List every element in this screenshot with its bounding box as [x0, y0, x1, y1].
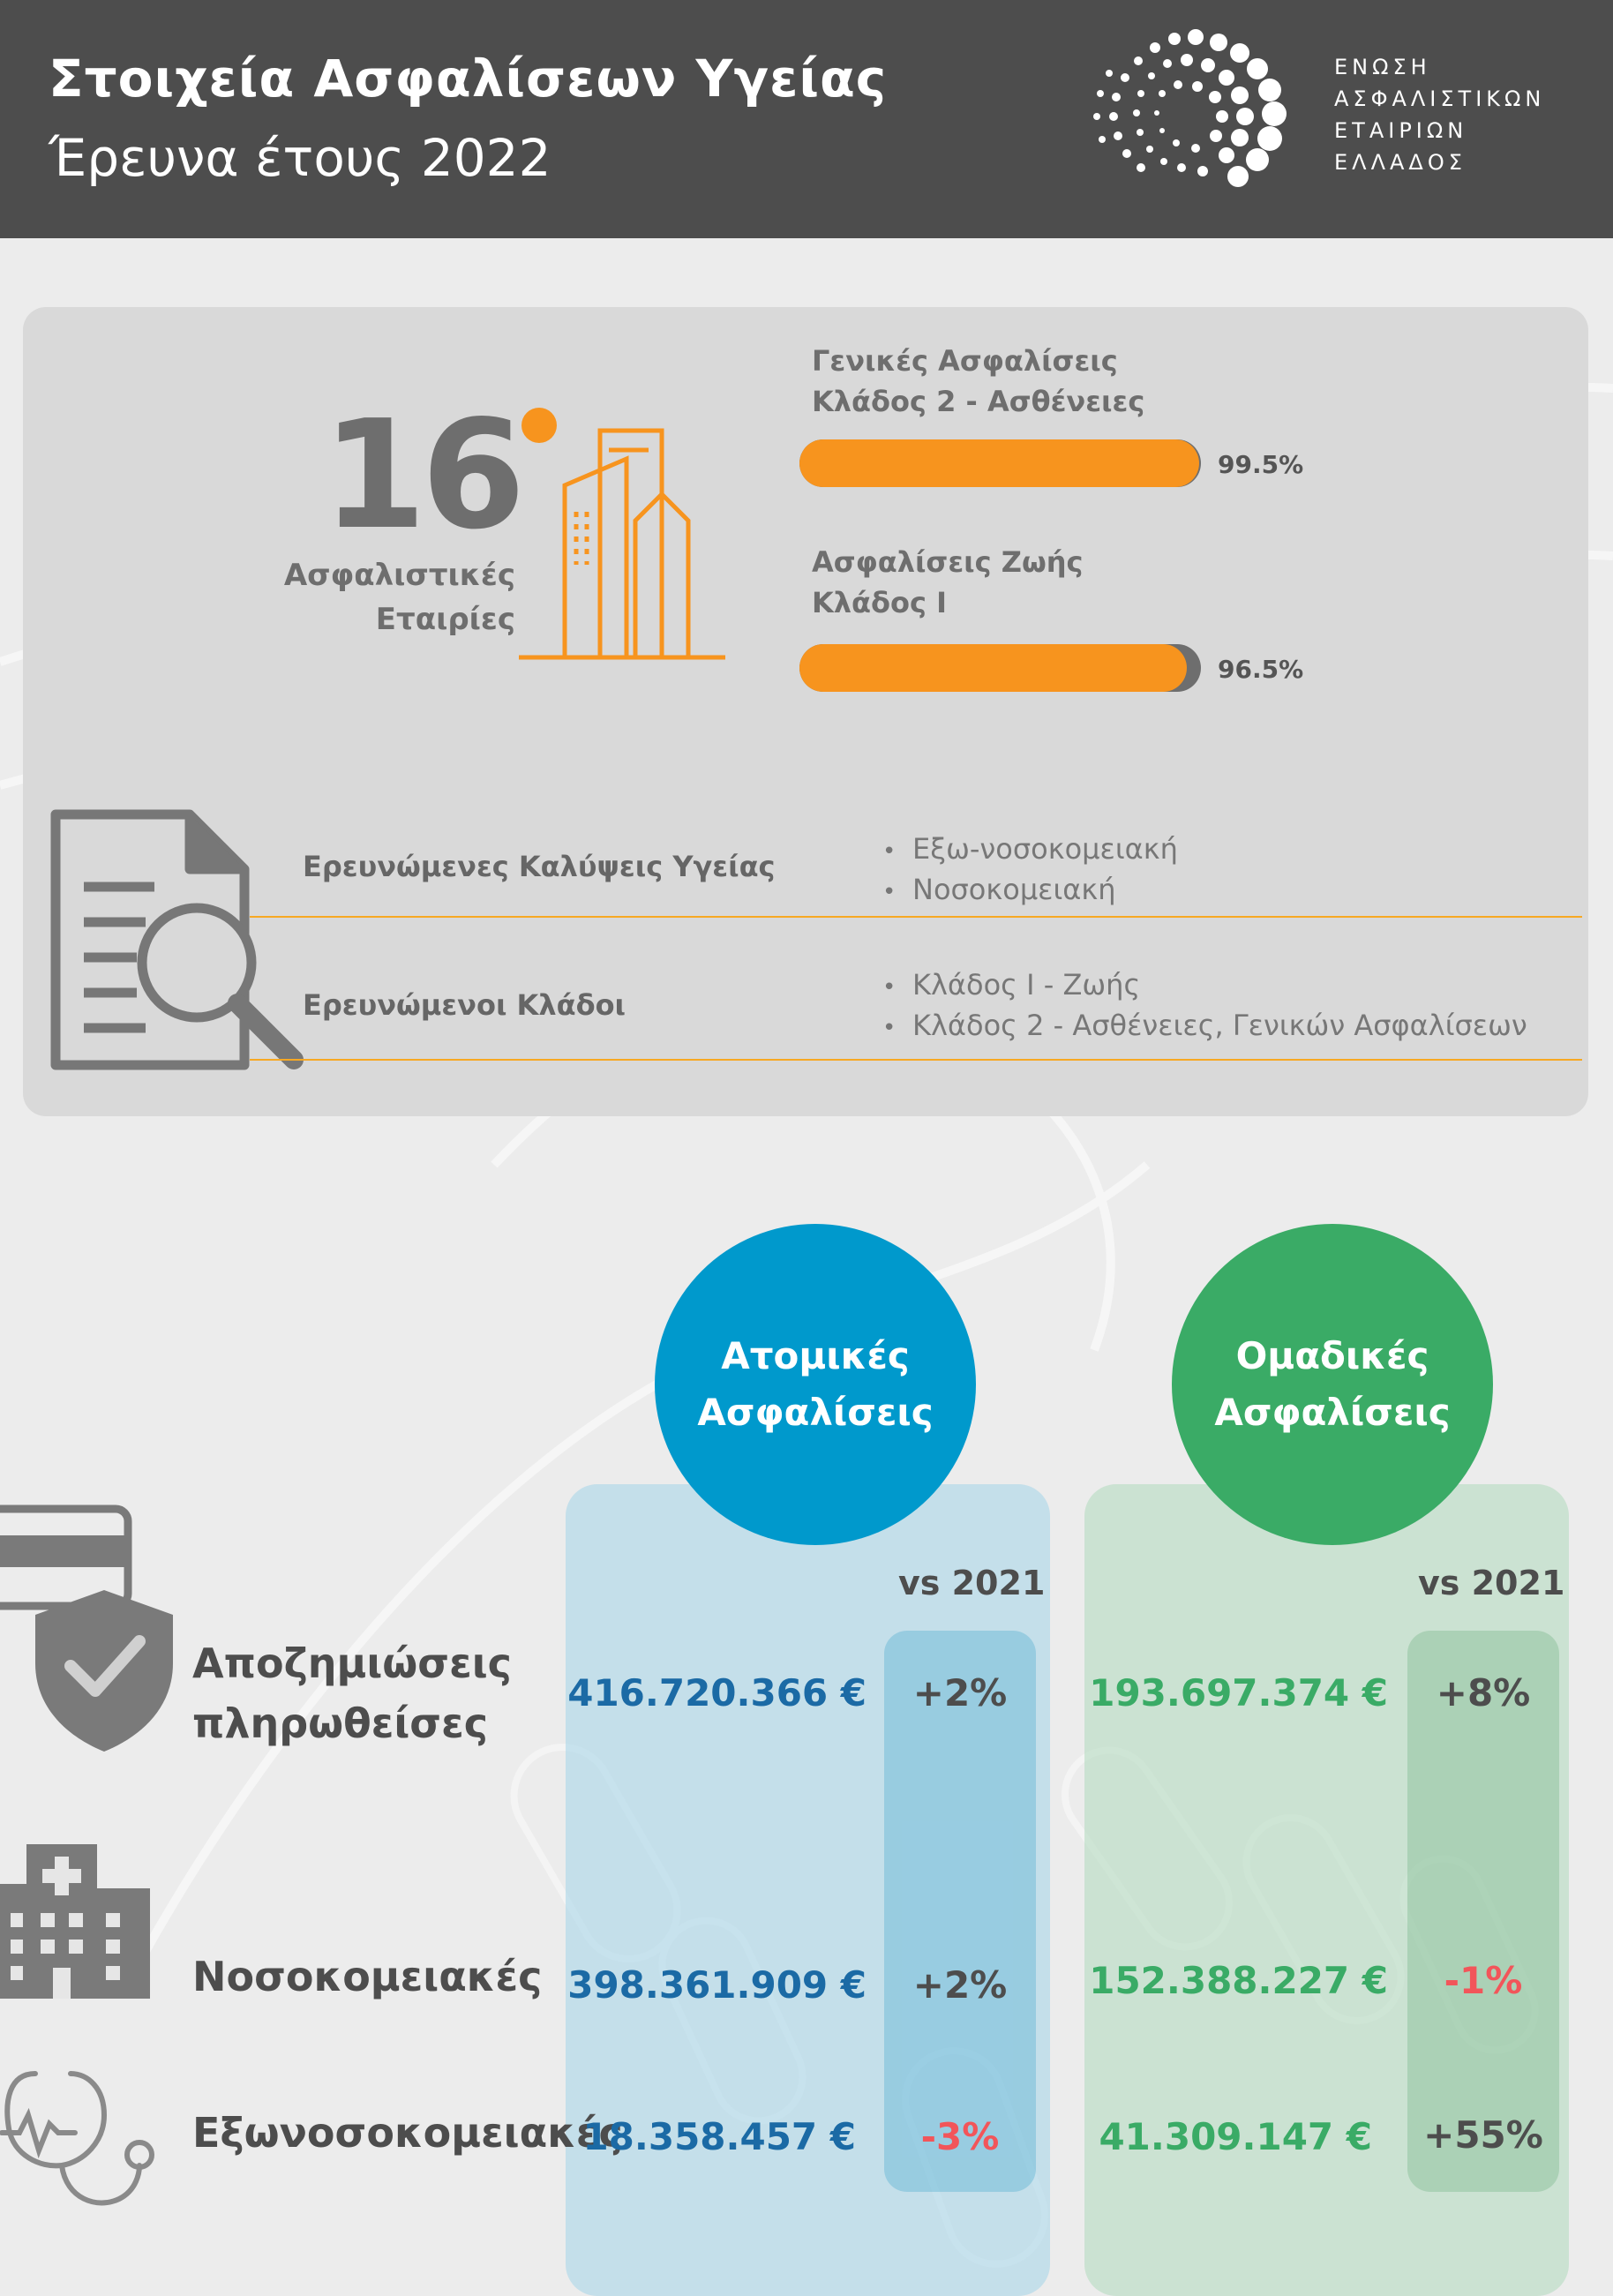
- individual-value-outpatient: 18.358.457 €: [582, 2115, 856, 2158]
- stethoscope-icon: [0, 2067, 163, 2212]
- companies-label-line-1: Ασφαλιστικές: [283, 558, 515, 593]
- dots-logo-icon: [1090, 25, 1310, 201]
- individual-title-line-2: Ασφαλίσεις: [697, 1391, 934, 1434]
- bar-2-track: [799, 644, 1201, 692]
- survey-row-2-item-2: • Κλάδος 2 - Ασθένειες, Γενικών Ασφαλίσεων: [882, 1009, 1527, 1042]
- group-value-hospital: 152.388.227 €: [1089, 1959, 1388, 2002]
- group-title-line-1: Ομαδικές: [1235, 1334, 1429, 1377]
- individual-change-hospital: +2%: [912, 1963, 1008, 2007]
- group-change-hospital: -1%: [1444, 1959, 1523, 2002]
- bar-2-label-line-1: Ασφαλίσεις Ζωής: [812, 545, 1084, 579]
- card-shield-check-icon: [0, 1500, 176, 1756]
- individual-change-outpatient: -3%: [920, 2115, 1000, 2158]
- building-icon: [516, 424, 728, 662]
- survey-row-2-item-1: • Κλάδος Ι - Ζωής: [882, 968, 1140, 1002]
- bar-1-percent: 99.5%: [1218, 450, 1304, 479]
- group-change-claims: +8%: [1436, 1671, 1531, 1714]
- bar-1-fill: [799, 439, 1199, 487]
- individual-change-strip: [884, 1631, 1036, 2192]
- group-title-line-2: Ασφαλίσεις: [1214, 1391, 1451, 1434]
- survey-row-1-item-2: • Νοσοκομειακή: [882, 873, 1116, 906]
- group-change-strip: [1407, 1631, 1559, 2192]
- metric-3-label: Εξωνοσοκομειακές: [192, 2109, 623, 2157]
- bar-2-fill: [799, 644, 1187, 692]
- survey-divider-2: [250, 1059, 1582, 1061]
- metric-1-label-line-1: Αποζημιώσεις: [192, 1639, 512, 1687]
- org-name-line-3: ΕΤΑΙΡΙΩΝ: [1334, 118, 1468, 143]
- individual-value-hospital: 398.361.909 €: [567, 1963, 867, 2007]
- document-search-icon: [49, 807, 313, 1072]
- org-name-line-2: ΑΣΦΑΛΙΣΤΙΚΩΝ: [1334, 86, 1546, 111]
- bar-2-percent: 96.5%: [1218, 655, 1304, 684]
- companies-label-line-2: Εταιρίες: [375, 602, 515, 637]
- survey-row-1-label: Ερευνώμενες Καλύψεις Υγείας: [303, 850, 776, 883]
- hospital-icon: [0, 1844, 150, 1999]
- bar-2-label-line-2: Κλάδος Ι: [812, 586, 948, 619]
- individual-title-line-1: Ατομικές: [721, 1334, 910, 1377]
- individual-vs-label: vs 2021: [898, 1564, 1046, 1602]
- metric-2-label: Νοσοκομειακές: [192, 1953, 543, 2000]
- individual-value-claims: 416.720.366 €: [567, 1671, 867, 1714]
- page-title: Στοιχεία Ασφαλίσεων Υγείας: [49, 49, 888, 109]
- bar-1-track: [799, 439, 1201, 487]
- group-value-outpatient: 41.309.147 €: [1099, 2115, 1372, 2158]
- survey-divider-1: [250, 916, 1582, 918]
- metric-1-label-line-2: πληρωθείσες: [192, 1699, 488, 1747]
- group-change-outpatient: +55%: [1423, 2113, 1543, 2157]
- group-vs-label: vs 2021: [1418, 1564, 1565, 1602]
- bar-1-label-line-1: Γενικές Ασφαλίσεις: [812, 344, 1118, 378]
- companies-count: 16: [322, 388, 521, 563]
- group-value-claims: 193.697.374 €: [1089, 1671, 1388, 1714]
- org-name-line-4: ΕΛΛΑΔΟΣ: [1334, 150, 1467, 175]
- individual-change-claims: +2%: [912, 1671, 1008, 1714]
- individual-insurance-badge: [655, 1224, 976, 1545]
- survey-row-2-label: Ερευνώμενοι Κλάδοι: [303, 988, 626, 1022]
- survey-row-1-item-1: • Εξω-νοσοκομειακή: [882, 832, 1178, 866]
- page-subtitle: Έρευνα έτους 2022: [49, 128, 551, 188]
- bar-1-label-line-2: Κλάδος 2 - Ασθένειες: [812, 385, 1145, 418]
- group-insurance-badge: [1172, 1224, 1493, 1545]
- org-name-line-1: ΕΝΩΣΗ: [1334, 55, 1431, 79]
